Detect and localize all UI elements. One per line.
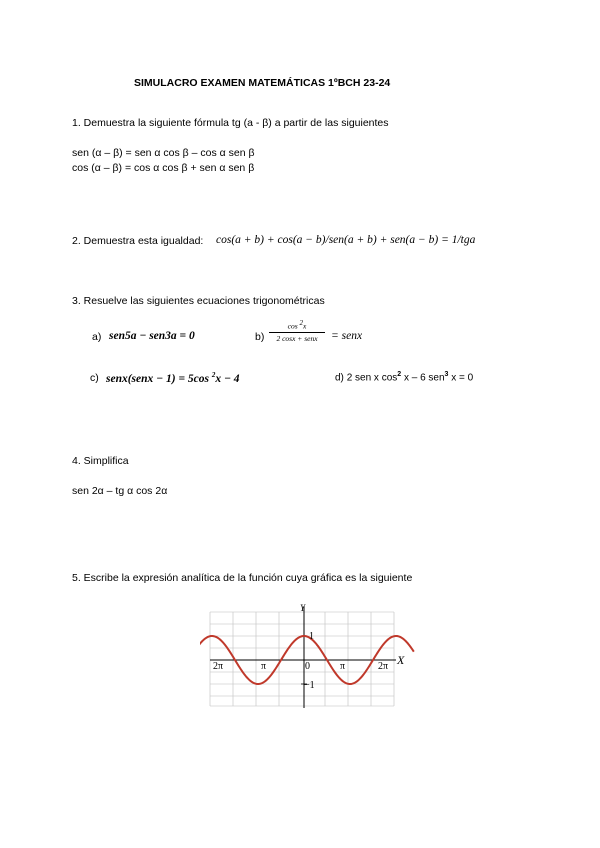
- question-3-prompt: 3. Resuelve las siguientes ecuaciones trigonométricas: [72, 295, 325, 307]
- tick-label-neg-pi: π: [261, 661, 267, 672]
- question-3d-equation: [335, 371, 473, 384]
- question-3b-rhs: = senx: [331, 330, 363, 342]
- question-3b-label: b): [255, 331, 265, 343]
- question-1-formula-sin: sen (α – β) = sen α cos β – cos α sen β: [72, 147, 255, 159]
- question-3c-equation: [106, 371, 240, 387]
- fraction-exponent: 2: [299, 319, 304, 327]
- question-3a-equation: sen5a − sen3a = 0: [109, 330, 195, 342]
- tick-label-neg-2pi: 2π: [213, 661, 224, 672]
- x-axis-label: X: [397, 653, 405, 667]
- function-graph: [200, 600, 415, 710]
- equation-left: senx(senx − 1) = 5cos: [106, 372, 209, 385]
- tick-label-one: 1: [309, 631, 314, 642]
- page-title: SIMULACRO EXAMEN MATEMÁTICAS 1ºBCH 23-24: [134, 77, 391, 89]
- y-axis-label: Y: [300, 603, 306, 613]
- equation-part-3: x = 0: [448, 372, 474, 384]
- tick-label-origin: 0: [305, 661, 310, 672]
- question-3a-label: a): [92, 331, 102, 343]
- fraction-variable: x: [303, 321, 307, 331]
- equation-exponent: 2: [211, 371, 216, 379]
- question-1-prompt: 1. Demuestra la siguiente fórmula tg (a - β) a partir de las siguientes: [72, 117, 389, 129]
- tick-label-2pi: 2π: [378, 661, 389, 672]
- question-3b-fraction: [269, 319, 325, 343]
- graph-grid: [210, 612, 394, 706]
- fraction-denominator: 2 cosx + senx: [276, 333, 318, 343]
- tick-label-minus-one: −1: [304, 680, 315, 691]
- equation-part-2: x – 6 sen: [401, 372, 445, 384]
- equation-right: x − 4: [215, 372, 240, 385]
- question-1-formula-cos: cos (α – β) = cos α cos β + sen α sen β: [72, 162, 255, 174]
- question-3c-label: c): [90, 372, 99, 384]
- question-2-formula: cos(a + b) + cos(a − b)/sen(a + b) + sen(a − b) = 1/tga: [216, 234, 476, 246]
- equation-exponent-1: 2: [397, 371, 402, 378]
- question-2-prompt: 2. Demuestra esta igualdad:: [72, 235, 204, 247]
- equation-label: d): [335, 372, 344, 384]
- question-5-prompt: 5. Escribe la expresión analítica de la función cuya gráfica es la siguiente: [72, 572, 413, 584]
- equation-exponent-2: 3: [444, 371, 449, 378]
- tick-label-pi: π: [340, 661, 346, 672]
- question-4-prompt: 4. Simplifica: [72, 455, 129, 467]
- question-4-expression: sen 2α – tg α cos 2α: [72, 485, 168, 497]
- equation-part-1: 2 sen x cos: [346, 372, 398, 384]
- fraction-numerator: cos: [287, 321, 298, 331]
